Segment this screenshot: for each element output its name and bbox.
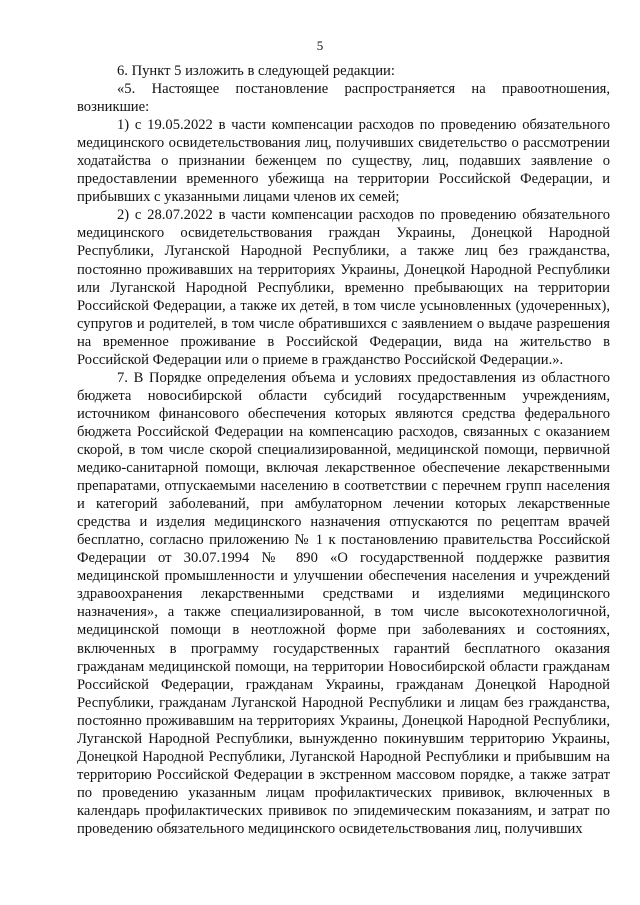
page-number: 5 (316, 38, 324, 53)
paragraph-item-6-intro: 6. Пункт 5 изложить в следующей редакции: (117, 63, 395, 79)
document-body (77, 62, 610, 838)
paragraph-item-7: 7. В Порядке определения объема и условиях предоставления из областного бюджета новосибирской области субсидий государственным учреждениям, источником финансового обеспечения которых являются средства федерального бюджета Российской Федерации на компенсацию расходов, связанных с оказанием скорой, в том числе скорой специализированной, медицинской помощи, первичной медико-санитарной помощи, включая лекарственное обеспечение лекарственными препаратами, отпускаемыми населению в соответствии с перечнем групп населения и категорий заболеваний, при амбулаторном лечении которых лекарственные средства и изделия медицинского назначения отпускаются по рецептам врачей бесплатно, согласно приложению № 1 к постановлению правительства Российской Федерации от 30.07.1994 № 890 «О государственной поддержке развития медицинской промышленности и улучшении обеспечения населения и учреждений здравоохранения лекарственными средствами и изделиями медицинского назначения», а также специализированной, в том числе высокотехнологичной, медицинской помощи в неотложной форме при заболеваниях и состояниях, включенных в программу государственных гарантий бесплатного оказания гражданам медицинской помощи, на территории Новосибирской области гражданам Российской Федерации, гражданам Украины, гражданам Донецкой Народной Республики, гражданам Луганской Народной Республики и лицам без гражданства, постоянно проживавшим на территориях Украины, Донецкой Народной Республики, Луганской Народной Республики, вынужденно покинувшим территорию Украины, Донецкой Народной Республики, Луганской Народной Республики и прибывшим на территорию Российской Федерации в экстренном массовом порядке, а также затрат по проведению указанным лицам профилактических прививок, включенных в календарь профилактических прививок по эпидемическим показаниям, и затрат по проведению обязательного медицинского освидетельствования лиц, получивших (77, 369, 610, 837)
paragraph-subpoint-1: 1) с 19.05.2022 в части компенсации расходов по проведению обязательного медицинского освидетельствования лиц, получивших свидетельство о рассмотрении ходатайства о признании беженцем по существу, лиц, подавших заявление о предоставлении временного убежища на территории Российской Федерации, и прибывших с указанными лицами членов их семей; (77, 117, 610, 206)
paragraph-point-5-heading: «5. Настоящее постановление распространяется на правоотношения, возникшие: (77, 81, 610, 116)
paragraph-subpoint-2: 2) с 28.07.2022 в части компенсации расходов по проведению обязательного медицинского освидетельствования граждан Украины, Донецкой Народной Республики, Луганской Народной Республики, а также лиц без гражданства, постоянно проживавших на территориях Украины, Донецкой Народной Республики или Луганской Народной Республики, временно пребывающих на территории Российской Федерации, а также их детей, в том числе усыновленных (удочеренных), супругов и родителей, в том числе обратившихся с заявлением о выдаче разрешения на временное проживание в Российской Федерации, вида на жительство в Российской Федерации или о приеме в гражданство Российской Федерации.». (77, 207, 610, 368)
